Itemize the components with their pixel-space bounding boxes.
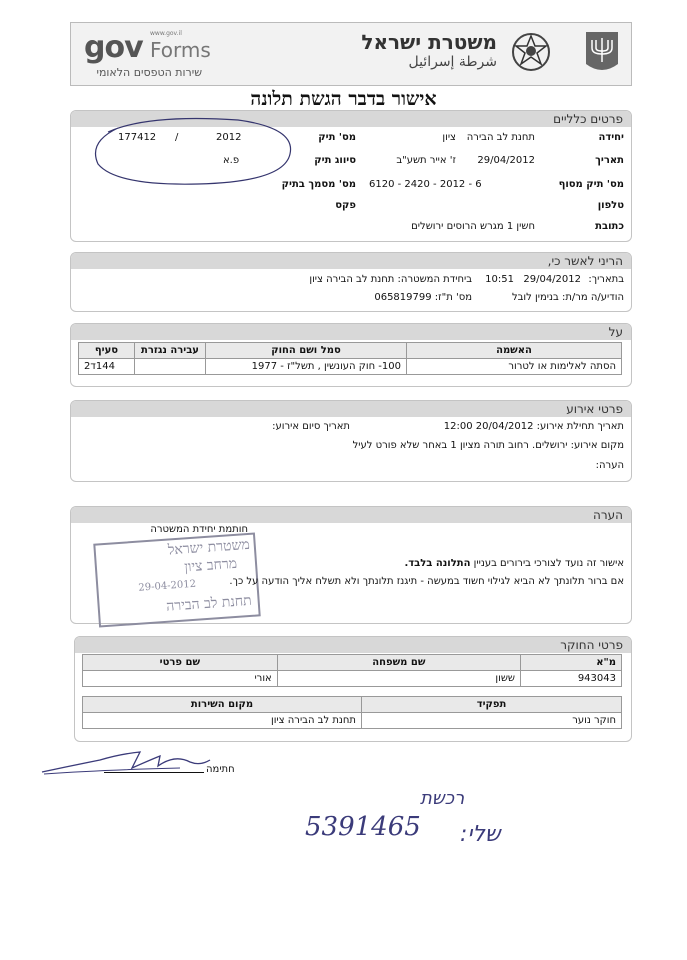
stamp-line: תחנת לב הבירה <box>165 592 253 615</box>
gov-tagline: שירות הטפסים הלאומי <box>96 66 202 79</box>
table-row <box>83 713 622 729</box>
column-header: האשמה <box>407 343 622 359</box>
section-heading: פרטים כלליים <box>71 111 631 127</box>
column-header: שם משפחה <box>277 655 520 671</box>
remark-line-1 <box>404 558 624 569</box>
section-heading: פרטי החוקר <box>75 637 631 653</box>
forms-logo: Forms <box>150 38 211 62</box>
table-cell <box>135 359 206 375</box>
remark-line-2: אם ברור תלונתך לא הביא לגילוי חשוד במעשה - תיגנז תלונתך ולא תשלח אליך הודעה על כך. <box>229 576 624 587</box>
confirm-date: 29/04/2012 <box>523 274 581 285</box>
unit-value: תחנת לב הבירה <box>466 132 535 143</box>
complainant-name: הודיע/ה מר/ת: בנימין לובל <box>511 292 624 303</box>
stamp-date: 29-04-2012 <box>138 578 197 594</box>
remark-emphasis: התלונה בלבד. <box>404 558 471 569</box>
table-header-row <box>83 697 622 713</box>
stamp-line: מרחב ציון <box>183 555 238 576</box>
fax-label: פקס <box>335 200 356 211</box>
page-title: אישור בדבר הגשת תלונה <box>250 88 437 110</box>
police-emblem-icon <box>511 30 551 74</box>
aux-case-value: 6 - 2012 - 2420 - 6120 <box>369 179 482 190</box>
table-cell: אורי <box>83 671 278 687</box>
confirm-time: 10:51 <box>485 274 514 285</box>
unit-label: יחידה <box>598 132 624 143</box>
column-header: סעיף <box>79 343 135 359</box>
complainant-id: מס' ת"ז: 065819799 <box>374 292 472 303</box>
handwritten-number: 5391465 <box>305 812 421 842</box>
date-value: 29/04/2012 <box>477 155 535 166</box>
handdrawn-ellipse <box>88 112 298 190</box>
column-header: עבירה נגזרת <box>135 343 206 359</box>
investigator-table-2 <box>82 696 622 729</box>
aux-case-label: מס' תיק מסוף <box>558 179 624 190</box>
case-separator: / <box>175 132 179 143</box>
table-cell: תחנת לב הבירה ציון <box>83 713 362 729</box>
police-name-ar: شرطة إسرائيل <box>408 54 497 70</box>
charges-table <box>78 342 622 375</box>
handwritten-note-2: שלי: <box>460 822 501 847</box>
table-cell: 100- חוק העונשין , תשל"ז - 1977 <box>206 359 407 375</box>
investigator-table-1 <box>82 654 622 687</box>
gov-logo-url: www.gov.il <box>150 30 182 37</box>
hebrew-date: ז' אייר תשע"ב <box>396 155 456 166</box>
address-value: חשין 1 מגרש הרוסים ירושלים <box>411 221 535 232</box>
column-header: מ"א <box>521 655 622 671</box>
column-header: שם פרטי <box>83 655 278 671</box>
column-header: מקום השירות <box>83 697 362 713</box>
column-header: סמל ושם החוק <box>206 343 407 359</box>
table-cell: חוקר נוער <box>362 713 622 729</box>
section-heading: על <box>71 324 631 340</box>
column-header: תפקיד <box>362 697 622 713</box>
remark-text: אישור זה נועד לצורכי בירורים בעניין <box>470 558 624 569</box>
gov-logo: gov <box>84 30 143 65</box>
section-heading: פרטי אירוע <box>71 401 631 417</box>
address-label: כתובת <box>595 221 624 232</box>
case-class-label: סיווג תיק <box>314 155 356 166</box>
confirm-unit: ביחידת המשטרה: תחנת לב הבירה ציון <box>309 274 472 285</box>
table-cell: הסתה לאלימות או לטרור <box>407 359 622 375</box>
phone-label: טלפון <box>597 200 624 211</box>
section-heading: הערה <box>71 507 631 523</box>
stamp-line: משטרת ישראל <box>167 536 251 559</box>
table-row <box>83 671 622 687</box>
stamp-caption: חותמת יחידת המשטרה <box>150 524 248 535</box>
signature-scribble <box>40 740 220 780</box>
event-note: הערה: <box>595 460 624 471</box>
doc-number-label: מס' מסמך בתיק <box>281 179 356 190</box>
section-heading: הריני לאשר כי, <box>71 253 631 269</box>
state-emblem-icon <box>583 28 621 76</box>
event-start: תאריך תחילת אירוע: 20/04/2012 12:00 <box>443 421 624 432</box>
signature-label: חתימה <box>206 764 235 775</box>
case-year: 2012 <box>216 132 242 143</box>
event-end: תאריך סיום אירוע: <box>272 421 350 432</box>
table-cell: 943043 <box>521 671 622 687</box>
table-header-row <box>79 343 622 359</box>
date-label: תאריך <box>595 155 624 166</box>
event-place: מקום אירוע: ירושלים. רחוב תורה מציון 1 באחר שלא פורט לעיל <box>352 440 624 451</box>
table-cell: ששון <box>277 671 520 687</box>
handwritten-note-1: רכשת <box>420 788 465 809</box>
unit-extra: ציון <box>442 132 456 143</box>
case-number: 177412 <box>118 132 157 143</box>
police-name-he: משטרת ישראל <box>361 30 497 54</box>
table-cell: 144ד2 <box>79 359 135 375</box>
confirm-date-label: בתאריך: <box>588 274 624 285</box>
case-number-label: מס' תיק <box>318 132 356 143</box>
case-class-value: פ.א <box>223 155 240 166</box>
table-header-row <box>83 655 622 671</box>
table-row <box>79 359 622 375</box>
